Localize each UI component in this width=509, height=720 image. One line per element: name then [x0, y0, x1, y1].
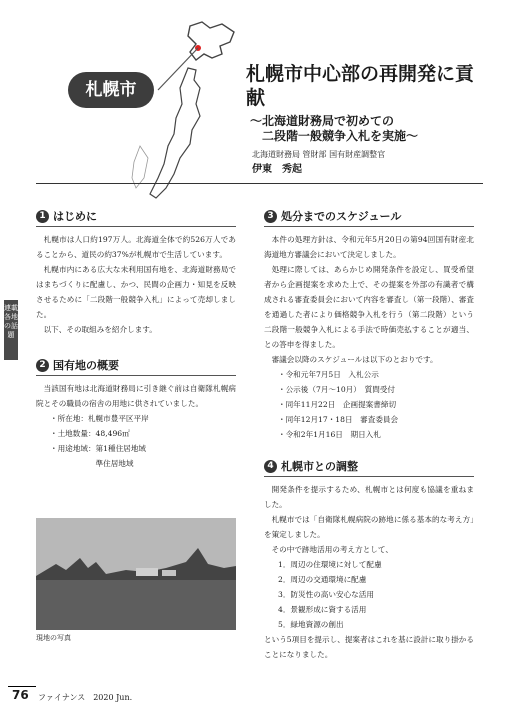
paragraph: 本件の処理方針は、令和元年5月20日の第94回国有財産北海道地方審議会において決定しました。 — [264, 235, 474, 259]
section-4-heading — [264, 458, 474, 474]
list-item: ・土地数量：48,496㎡ — [50, 429, 130, 438]
schedule-item: ・令和元年7月5日 入札公示 — [278, 370, 379, 379]
list-item: 5．緑地資源の創出 — [278, 620, 344, 629]
paragraph: 札幌市は人口約197万人。北海道全体で約526万人であることから、道民の約37%が札幌市で生活しています。 — [36, 235, 236, 259]
list-item: ・所在地：札幌市豊平区平岸 — [50, 414, 149, 423]
right-column — [264, 208, 474, 662]
section-number-badge: 2 — [36, 359, 49, 372]
section-number-badge: 4 — [264, 460, 277, 473]
japan-map-image — [130, 18, 240, 208]
section-3-heading — [264, 208, 474, 224]
paragraph: 処理に際しては、あらかじめ開発条件を設定し、買受希望者から企画提案を求めた上で、その提案を外部の有識者で構成される審査委員会において内容を審査し（第一段階）、審査を通過した者により価格競争入札を行う（第二段階）という二段階一般競争入札による手法で時価売払することが適当、との答申を得ました。 — [264, 265, 474, 349]
heading-rule — [36, 375, 236, 376]
section-2-heading — [36, 357, 236, 373]
schedule-item: ・同年11月22日 企画提案書締切 — [278, 400, 397, 409]
schedule-item: ・公示後（7月〜10月） 質問受付 — [278, 385, 396, 394]
subtitle-line-1: 〜北海道財務局で初めての — [250, 114, 395, 128]
page-number: 76 — [12, 688, 29, 702]
list-item: 4．景観形成に資する活用 — [278, 605, 367, 614]
section-1-heading — [36, 208, 236, 224]
author-affiliation: 北海道財務局 管財部 国有財産調整官 — [252, 150, 386, 159]
city-badge: 札幌市 — [68, 72, 154, 108]
paragraph: 審議会以降のスケジュールは以下のとおりです。 — [271, 355, 438, 364]
paragraph: 札幌市内にある広大な未利用国有地を、北海道財務局ではまちづくりに配慮し、かつ、民間の企画力・知見を反映させるために「二段階一般競争入札」によって売却しました。 — [36, 265, 236, 319]
magazine-name: ファイナンス 2020 Jun. — [38, 693, 133, 702]
section-title: 札幌市との調整 — [281, 460, 358, 473]
paragraph: 開発条件を提示するため、札幌市とは何度も協議を重ねました。 — [264, 485, 474, 509]
site-photo — [36, 518, 236, 630]
paragraph: その中で跡地活用の考え方として、 — [271, 545, 393, 554]
list-item: 準住居地域 — [50, 459, 134, 468]
paragraph: 札幌市では「自衛隊札幌病院の跡地に係る基本的な考え方」を策定しました。 — [264, 515, 474, 539]
list-item: 1．周辺の住環境に対して配慮 — [278, 560, 382, 569]
article-title: 札幌市中心部の再開発に貢献 — [246, 63, 475, 109]
heading-rule — [36, 226, 236, 227]
schedule-item: ・令和2年1月16日 期日入札 — [278, 430, 381, 439]
section-title: 国有地の概要 — [53, 359, 119, 372]
schedule-item: ・同年12月17・18日 審査委員会 — [278, 415, 399, 424]
list-item: ・用途地域：第1種住居地域 — [50, 444, 146, 453]
paragraph: という5項目を提示し、提案者はこれを基に設計に取り掛かることになりました。 — [264, 635, 474, 659]
footer-rule — [8, 686, 36, 687]
author-name: 伊東 秀起 — [252, 164, 302, 175]
section-title: 処分までのスケジュール — [281, 210, 402, 223]
heading-rule — [264, 226, 474, 227]
left-column — [36, 208, 236, 471]
section-number-badge: 1 — [36, 210, 49, 223]
subtitle-line-2: 二段階一般競争入札を実施〜 — [262, 129, 419, 143]
list-item: 3．防災性の高い安心な活用 — [278, 590, 374, 599]
title-divider — [36, 183, 483, 184]
series-side-tab: 連載 各地の話題 — [4, 300, 18, 360]
section-title: はじめに — [53, 210, 97, 223]
photo-caption: 現地の写真 — [36, 634, 71, 642]
list-item: 2．周辺の交通環境に配慮 — [278, 575, 367, 584]
section-number-badge: 3 — [264, 210, 277, 223]
paragraph: 以下、その取組みを紹介します。 — [43, 325, 157, 334]
paragraph: 当該国有地は北海道財務局に引き継ぐ前は自衛隊札幌病院とその職員の宿舎の用地に供されていました。 — [36, 384, 236, 408]
heading-rule — [264, 476, 474, 477]
